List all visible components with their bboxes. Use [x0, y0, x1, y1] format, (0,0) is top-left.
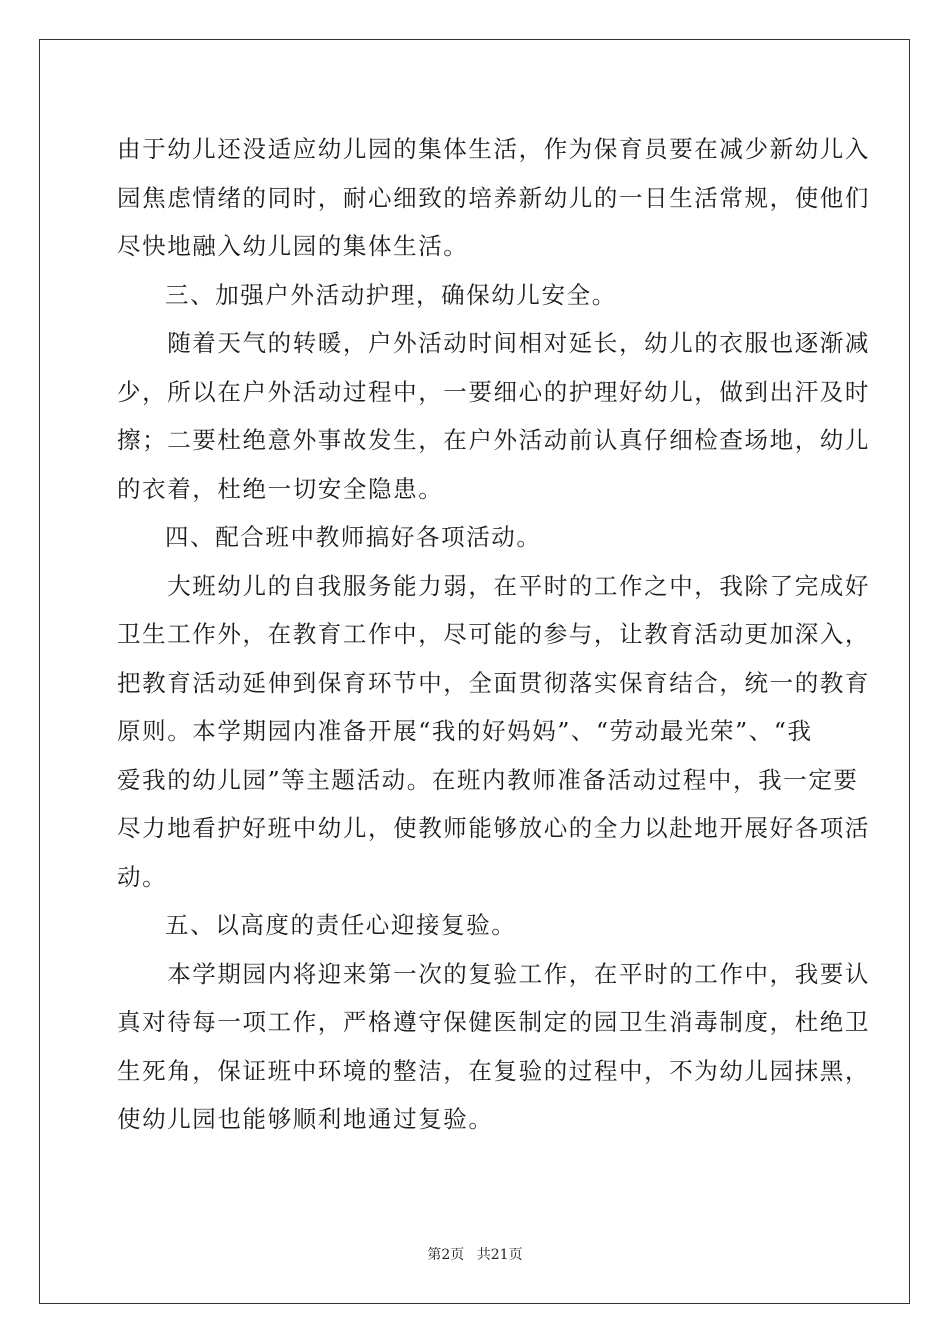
- paragraph-line: 爱我的幼儿园”等主题活动。在班内教师准备活动过程中，我一定要: [117, 765, 859, 794]
- paragraph-line: 的衣着，杜绝一切安全隐患。: [117, 474, 444, 503]
- paragraph-line: 少，所以在户外活动过程中，一要细心的护理好幼儿，做到出汗及时: [117, 377, 870, 406]
- paragraph-line: 原则。本学期园内准备开展“我的好妈妈”、“劳动最光荣”、“我: [117, 717, 813, 745]
- paragraph-line: 尽力地看护好班中幼儿，使教师能够放心的全力以赴地开展好各项活: [117, 814, 870, 842]
- paragraph-line: 把教育活动延伸到保育环节中，全面贯彻落实保育结合，统一的教育: [117, 668, 870, 697]
- paragraph-line: 动。: [117, 862, 168, 891]
- paragraph-line: 真对待每一项工作，严格遵守保健医制定的园卫生消毒制度，杜绝卫: [117, 1008, 870, 1036]
- paragraph-line: 本学期园内将迎来第一次的复验工作，在平时的工作中，我要认: [117, 959, 870, 988]
- paragraph-line: 卫生工作外，在教育工作中，尽可能的参与，让教育活动更加深入，: [117, 620, 870, 648]
- paragraph-line: 尽快地融入幼儿园的集体生活。: [117, 232, 469, 260]
- section-heading: 三、加强户外活动护理，确保幼儿安全。: [165, 280, 617, 309]
- document-body: [117, 125, 870, 1144]
- paragraph-line: 使幼儿园也能够顺利地通过复验。: [117, 1105, 494, 1133]
- paragraph-line: 园焦虑情绪的同时，耐心细致的培养新幼儿的一日生活常规，使他们: [117, 183, 870, 212]
- page-number: 第2页: [427, 1247, 465, 1263]
- paragraph-line: 生死角，保证班中环境的整洁，在复验的过程中，不为幼儿园抹黑，: [117, 1056, 870, 1085]
- paragraph-line: 大班幼儿的自我服务能力弱，在平时的工作之中，我除了完成好: [117, 571, 870, 600]
- section-heading: 四、配合班中教师搞好各项活动。: [165, 523, 542, 551]
- page-footer: [0, 1244, 950, 1264]
- paragraph-line: 随着天气的转暖，户外活动时间相对延长，幼儿的衣服也逐渐减: [117, 329, 870, 357]
- paragraph-line: 擦；二要杜绝意外事故发生，在户外活动前认真仔细检查场地，幼儿: [117, 426, 870, 454]
- page-total: 共21页: [476, 1247, 523, 1263]
- paragraph-line: 由于幼儿还没适应幼儿园的集体生活，作为保育员要在减少新幼儿入: [117, 135, 870, 163]
- section-heading: 五、以高度的责任心迎接复验。: [165, 911, 517, 939]
